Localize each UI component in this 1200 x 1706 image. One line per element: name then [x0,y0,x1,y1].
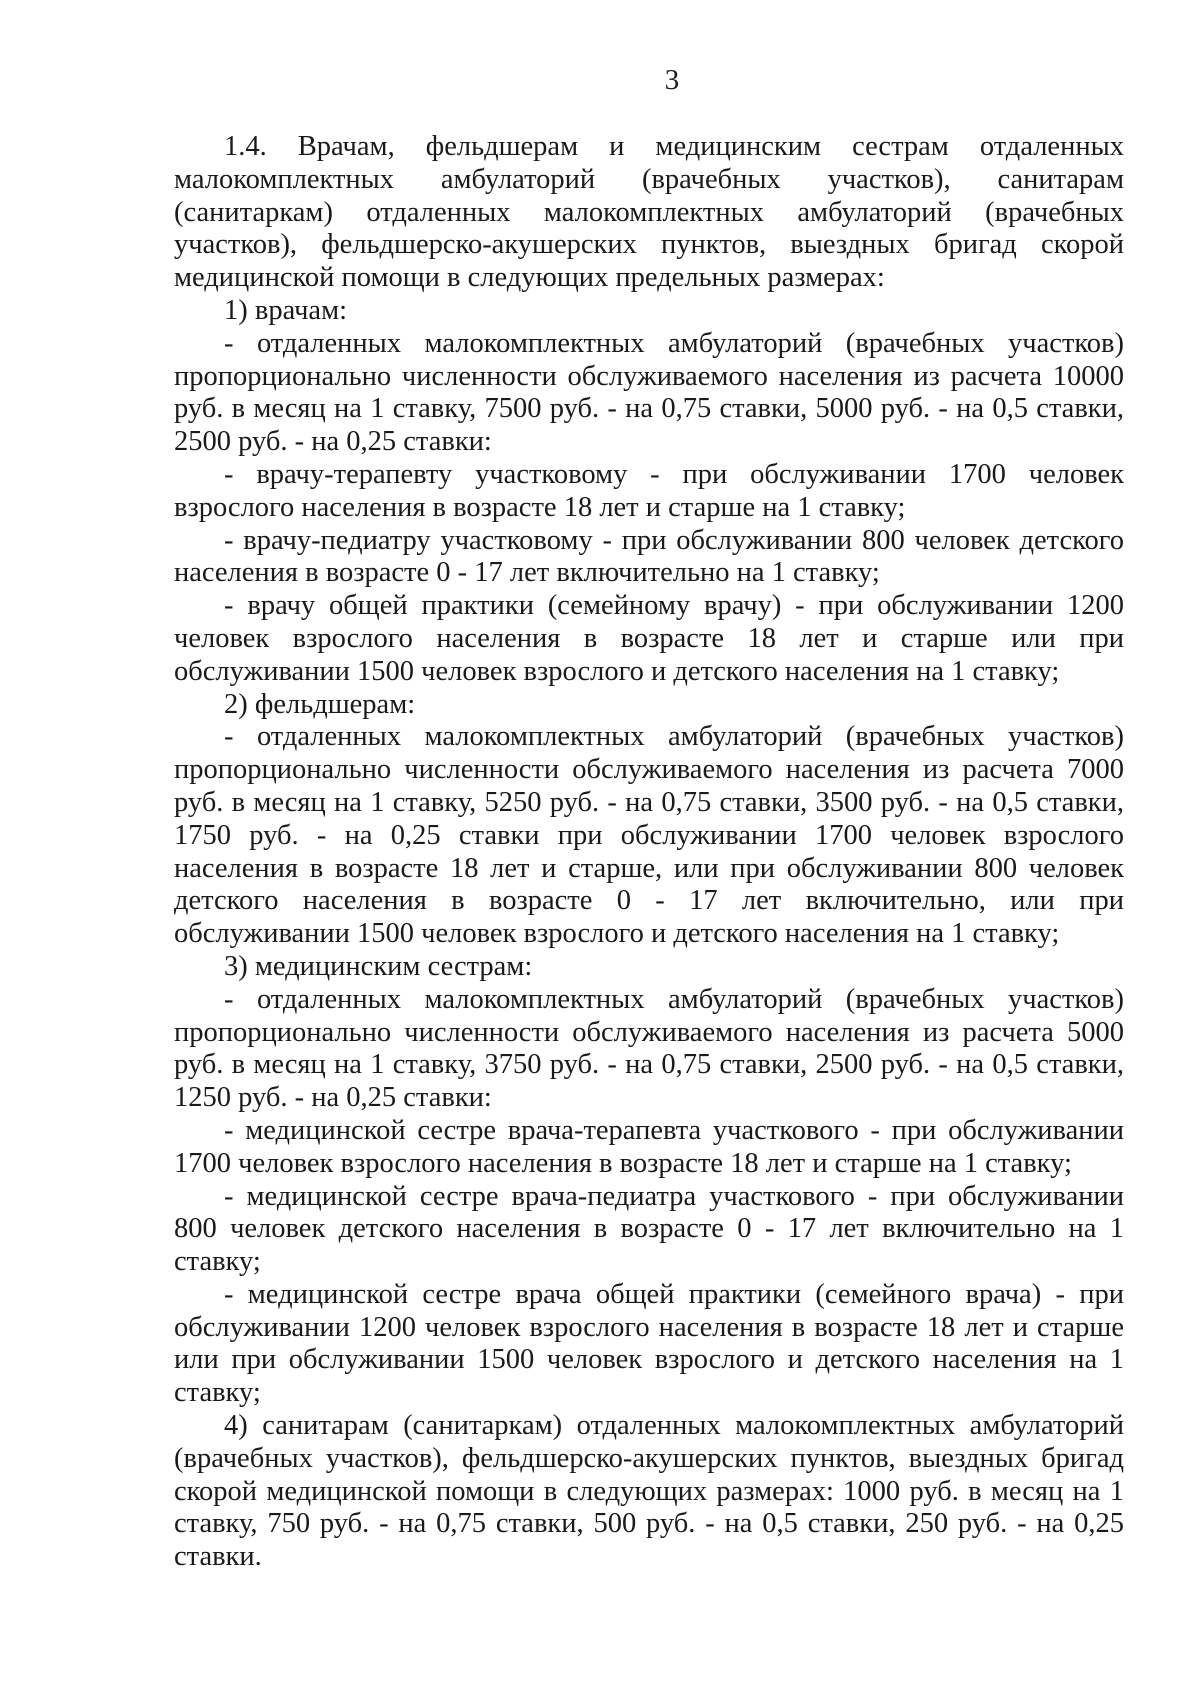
page-number: 3 [664,64,680,96]
paragraph-orderlies: 4) санитарам (санитаркам) отдаленных малокомплектных амбулаторий (врачебных участков), фельдшерско-акушерских пунктов, выездных бригад скорой медицинской помощи в следующих размерах: 1000 руб. в месяц на 1 ставку, 750 руб. - на 0,75 ставки, 500 руб. - на 0,5 ставки, 250 руб. - на 0,25 ставки. [174,1410,1124,1573]
paragraph-nurses-clinics: - отдаленных малокомплектных амбулаторий (врачебных участков) пропорционально численности обслуживаемого населения из расчета 5000 руб. в месяц на 1 ставку, 3750 руб. - на 0,75 ставки, 2500 руб. - на 0,5 ставки, 1250 руб. - на 0,25 ставки: [174,983,1124,1114]
paragraph-paramedics-clinics: - отдаленных малокомплектных амбулаторий (врачебных участков) пропорционально численности обслуживаемого населения из расчета 7000 руб. в месяц на 1 ставку, 5250 руб. - на 0,75 ставки, 3500 руб. - на 0,5 ставки, 1750 руб. - на 0,25 ставки при обслуживании 1700 человек взрослого населения в возрасте 18 лет и старше, или при обслуживании 800 человек детского населения в возрасте 0 - 17 лет включительно, или при обслуживании 1500 человек взрослого и детского населения на 1 ставку; [174,721,1124,950]
paragraph-nurse-therapist: - медицинской сестре врача-терапевта участкового - при обслуживании 1700 человек взрослого населения в возрасте 18 лет и старше на 1 ставку; [174,1114,1124,1179]
paragraph-paramedics-heading: 2) фельдшерам: [224,688,416,720]
paragraph-nurse-general-practice: - медицинской сестре врача общей практики (семейного врача) - при обслуживании 1200 человек взрослого населения в возрасте 18 лет и старше или при обслуживании 1500 человек взрослого и детского населения на 1 ставку; [174,1278,1124,1409]
paragraph-nurse-pediatrician: - медицинской сестре врача-педиатра участкового - при обслуживании 800 человек детского населения в возрасте 0 - 17 лет включительно на 1 ставку; [174,1180,1124,1278]
paragraph-doctor-pediatrician: - врачу-педиатру участковому - при обслуживании 800 человек детского населения в возрасте 0 - 17 лет включительно на 1 ставку; [174,524,1124,589]
paragraph-1-4-intro: 1.4. Врачам, фельдшерам и медицинским сестрам отдаленных малокомплектных амбулаторий (врачебных участков), санитарам (санитаркам) отдаленных малокомплектных амбулаторий (врачебных участков), фельдшерско-акушерских пунктов, выездных бригад скорой медицинской помощи в следующих предельных размерах: [174,131,1124,294]
paragraph-doctors-clinics: - отдаленных малокомплектных амбулаторий (врачебных участков) пропорционально численности обслуживаемого населения из расчета 10000 руб. в месяц на 1 ставку, 7500 руб. - на 0,75 ставки, 5000 руб. - на 0,5 ставки, 2500 руб. - на 0,25 ставки: [174,327,1124,458]
paragraph-nurses-heading: 3) медицинским сестрам: [224,950,533,982]
paragraph-doctor-general-practice: - врачу общей практики (семейному врачу) - при обслуживании 1200 человек взрослого населения в возрасте 18 лет и старше или при обслуживании 1500 человек взрослого и детского населения на 1 ставку; [174,590,1124,687]
document-body [174,131,1124,1574]
paragraph-doctor-therapist: - врачу-терапевту участковому - при обслуживании 1700 человек взрослого населения в возрасте 18 лет и старше на 1 ставку; [174,458,1124,523]
paragraph-doctors-heading: 1) врачам: [224,294,348,326]
